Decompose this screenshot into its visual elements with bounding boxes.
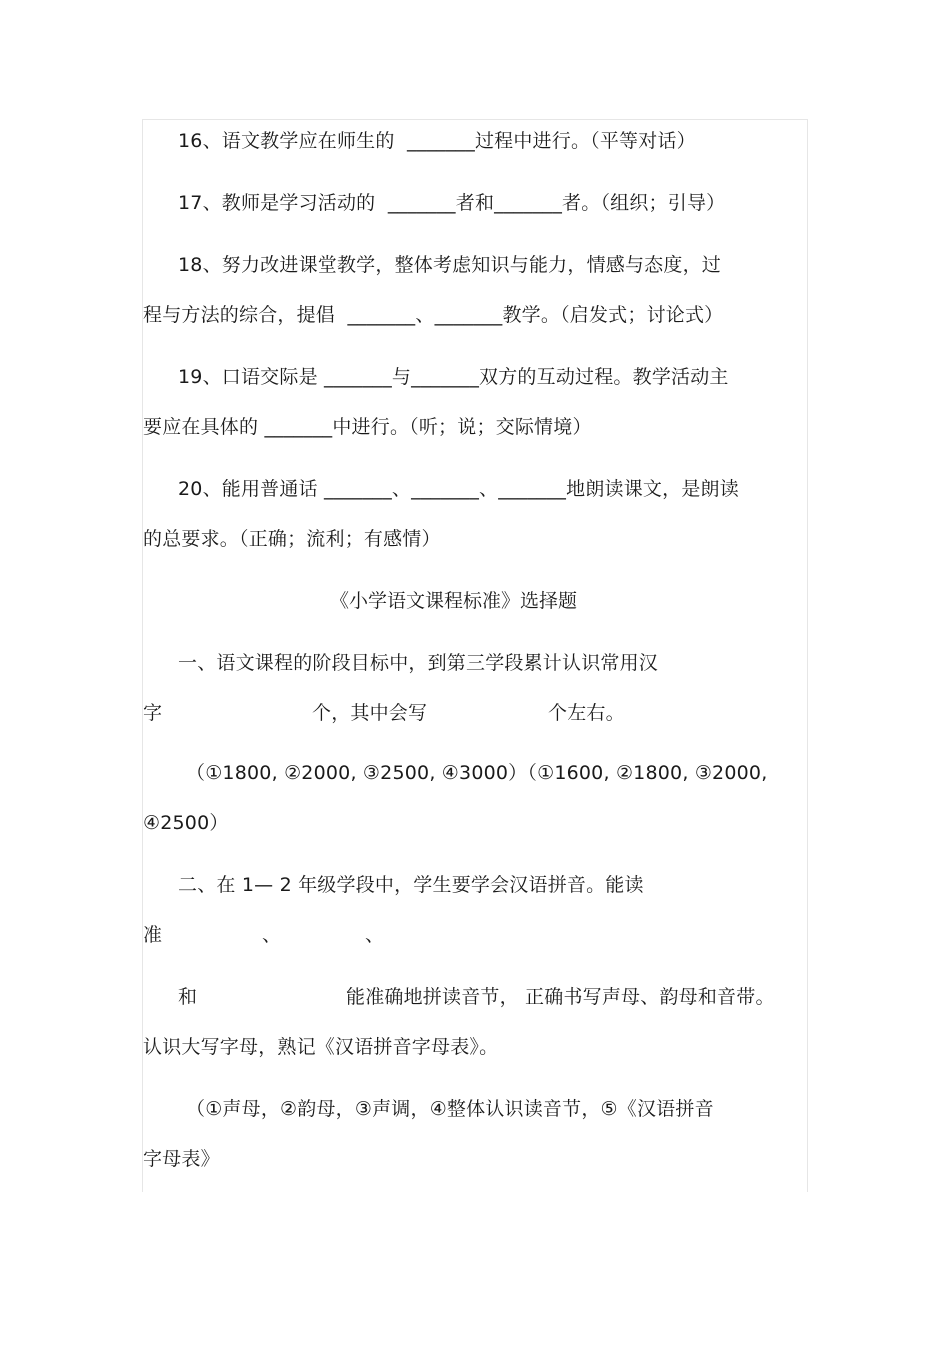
- choice-2-line-2-sep-1: 、: [262, 924, 282, 946]
- question-18-line-2: 程与方法的综合，提倡 _______、_______教学。（启发式；讨论式）: [143, 304, 724, 326]
- choice-1-line-2-end: 个左右。: [548, 702, 625, 724]
- choice-1-line-2-mid: 个，其中会写: [312, 702, 428, 724]
- choice-2-line-3-start: 和: [178, 986, 198, 1008]
- choice-1-line-2-start: 字: [143, 702, 163, 724]
- question-16: 16、语文教学应在师生的 _______过程中进行。（平等对话）: [178, 130, 696, 152]
- question-20-line-1: 20、能用普通话 _______、_______、_______地朗读课文，是朗读: [178, 478, 739, 500]
- choice-2-line-3-rest: 能准确地拼读音节， 正确书写声母、韵母和音带。: [346, 986, 775, 1008]
- choice-1-options: （①1800, ②2000, ③2500, ④3000）（①1600, ②1800, ③2000,: [186, 762, 768, 784]
- choice-2-line-2-start: 准: [143, 924, 163, 946]
- question-20-line-2: 的总要求。（正确；流利；有感情）: [143, 528, 441, 550]
- question-17: 17、教师是学习活动的 _______者和_______者。（组织；引导）: [178, 192, 726, 214]
- choice-2-line-2-sep-2: 、: [365, 924, 385, 946]
- choice-2-line-4: 认识大写字母，熟记《汉语拼音字母表》。: [143, 1036, 499, 1058]
- question-18-line-1: 18、努力改进课堂教学，整体考虑知识与能力，情感与态度，过: [178, 254, 721, 276]
- choice-2-options-cont: 字母表》: [143, 1148, 220, 1170]
- choice-1-options-cont: ④2500）: [143, 812, 229, 834]
- choice-1-line-1: 一、语文课程的阶段目标中，到第三学段累计认识常用汉: [178, 652, 659, 674]
- section-title: 《小学语文课程标准》选择题: [330, 590, 578, 612]
- question-19-line-2: 要应在具体的 _______中进行。（听；说；交际情境）: [143, 416, 592, 438]
- choice-2-line-1: 二、在 1— 2 年级学段中，学生要学会汉语拼音。能读: [178, 874, 644, 896]
- question-19-line-1: 19、口语交际是 _______与_______双方的互动过程。教学活动主: [178, 366, 729, 388]
- choice-2-options: （①声母，②韵母，③声调，④整体认识读音节，⑤《汉语拼音: [186, 1098, 714, 1120]
